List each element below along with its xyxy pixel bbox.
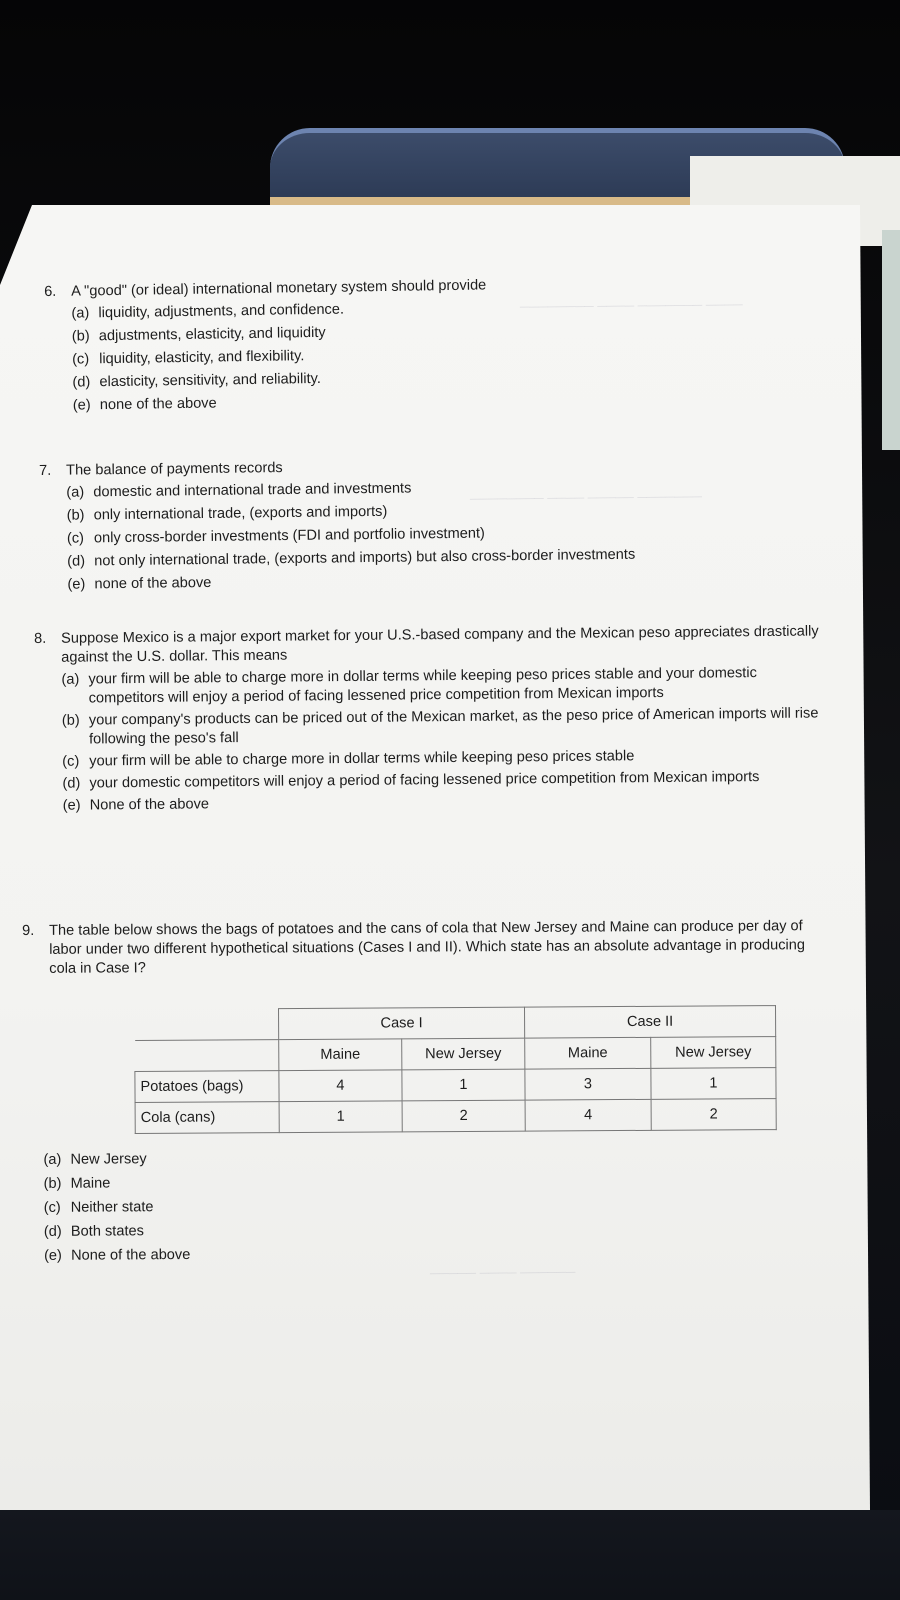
option-text: liquidity, elasticity, and flexibility.: [99, 348, 305, 368]
production-table: [134, 1005, 777, 1134]
question-6: [44, 271, 826, 420]
option-letter: (b): [43, 1175, 62, 1192]
table-cell: 1: [279, 1101, 402, 1133]
option-letter: (d): [62, 775, 81, 792]
option-letter: (a): [43, 1151, 62, 1168]
table-cell: 1: [402, 1069, 525, 1101]
row-label: Potatoes (bags): [135, 1071, 279, 1103]
option-letter: (c): [72, 351, 90, 368]
state-header: New Jersey: [651, 1037, 776, 1069]
bleed-through-text: ──────── ──── ─────── ────: [519, 296, 743, 315]
option-letter: (d): [72, 374, 91, 391]
option-text: liquidity, adjustments, and confidence.: [98, 301, 345, 322]
table-row: [135, 1099, 776, 1134]
option-text: your firm will be able to charge more in dollar terms while keeping peso prices stable and your domestic competitors will enjoy a period of facing lessened price competition from Mexican imports: [88, 665, 757, 707]
option-letter: (a): [66, 484, 85, 501]
option-text: Maine: [70, 1175, 111, 1192]
option-letter: (b): [66, 507, 85, 524]
option-e[interactable]: [44, 1242, 819, 1266]
bleed-through-text: ──────── ──── ───── ───────: [469, 488, 702, 507]
bleed-through-text: ───── ──── ──────: [429, 1264, 576, 1281]
table-cell: 2: [651, 1099, 776, 1131]
option-text: your company's products can be priced out of the Mexican market, as the peso price of American imports will rise following the peso's fall: [88, 705, 819, 748]
option-list: [23, 1146, 819, 1266]
empty-corner-cell: [135, 1009, 279, 1041]
option-text: None of the above: [89, 796, 210, 814]
question-stem: The table below shows the bags of potatoes and the cans of cola that New Jersey and Maine can produce per day of labor under two different hypothetical situations (Cases I and II). Which state has an absolute advantage in producing cola in Case I?: [49, 918, 806, 977]
option-c[interactable]: [44, 1194, 819, 1218]
table-cell: 1: [651, 1068, 776, 1100]
option-text: domestic and international trade and investments: [93, 480, 412, 501]
option-text: Both states: [70, 1223, 144, 1240]
option-letter: (a): [61, 671, 80, 688]
option-letter: (d): [67, 553, 86, 570]
case-header-row: [135, 1006, 776, 1041]
option-b[interactable]: [62, 704, 825, 749]
question-stem: A "good" (or ideal) international monetary system should provide: [71, 277, 487, 300]
question-8: [34, 622, 826, 819]
question-7: [39, 452, 821, 599]
state-header: Maine: [525, 1037, 651, 1069]
empty-corner-cell: [135, 1040, 279, 1072]
table-cell: 4: [279, 1070, 402, 1102]
option-a[interactable]: [43, 1146, 818, 1170]
option-text: not only international trade, (exports and imports) but also cross-border investments: [94, 546, 636, 570]
option-letter: (c): [43, 1199, 61, 1216]
option-letter: (e): [62, 797, 81, 814]
option-list: [39, 474, 820, 595]
option-d[interactable]: [44, 1218, 819, 1242]
case-i-header: Case I: [279, 1007, 525, 1040]
option-letter: (d): [43, 1223, 62, 1240]
option-text: none of the above: [99, 395, 217, 414]
question-stem: The balance of payments records: [66, 460, 283, 479]
state-header: New Jersey: [402, 1038, 525, 1070]
option-letter: (b): [61, 712, 80, 729]
option-text: your domestic competitors will enjoy a period of facing lessened price competition from Mexican imports: [89, 769, 760, 792]
option-e[interactable]: [63, 789, 826, 815]
question-stem: Suppose Mexico is a major export market for your U.S.-based company and the Mexican peso appreciates drastically against the U.S. dollar. This means: [61, 623, 819, 666]
option-letter: (c): [66, 530, 85, 547]
table-cell: 2: [402, 1100, 525, 1132]
option-letter: (c): [62, 753, 80, 770]
option-letter: (e): [43, 1247, 62, 1264]
option-text: None of the above: [70, 1246, 191, 1264]
state-header-row: [135, 1037, 776, 1072]
option-e[interactable]: [67, 566, 820, 594]
table-row: [135, 1068, 776, 1103]
question-number: 9.: [22, 922, 35, 939]
option-text: adjustments, elasticity, and liquidity: [98, 324, 326, 345]
option-letter: (a): [71, 305, 90, 322]
option-text: only cross-border investments (FDI and portfolio investment): [93, 525, 485, 547]
option-letter: (b): [71, 328, 90, 345]
option-text: Neither state: [70, 1199, 154, 1216]
option-list: [34, 663, 825, 816]
option-text: none of the above: [94, 574, 212, 593]
state-header: Maine: [279, 1039, 402, 1071]
question-number: 6.: [44, 283, 57, 300]
case-ii-header: Case II: [524, 1006, 775, 1039]
option-list: [44, 293, 826, 416]
option-letter: (e): [67, 576, 86, 593]
option-text: New Jersey: [70, 1151, 147, 1168]
option-text: elasticity, sensitivity, and reliability.: [99, 370, 321, 391]
question-number: 7.: [39, 462, 52, 479]
table-cell: 3: [525, 1068, 651, 1100]
option-b[interactable]: [44, 1170, 819, 1194]
row-label: Cola (cans): [135, 1102, 279, 1134]
option-a[interactable]: [61, 663, 824, 708]
option-letter: (e): [72, 397, 91, 414]
question-number: 8.: [34, 630, 47, 647]
table-cell: 4: [525, 1099, 651, 1131]
option-text: only international trade, (exports and imports): [93, 503, 388, 524]
option-text: your firm will be able to charge more in dollar terms while keeping peso prices stable: [89, 748, 635, 770]
